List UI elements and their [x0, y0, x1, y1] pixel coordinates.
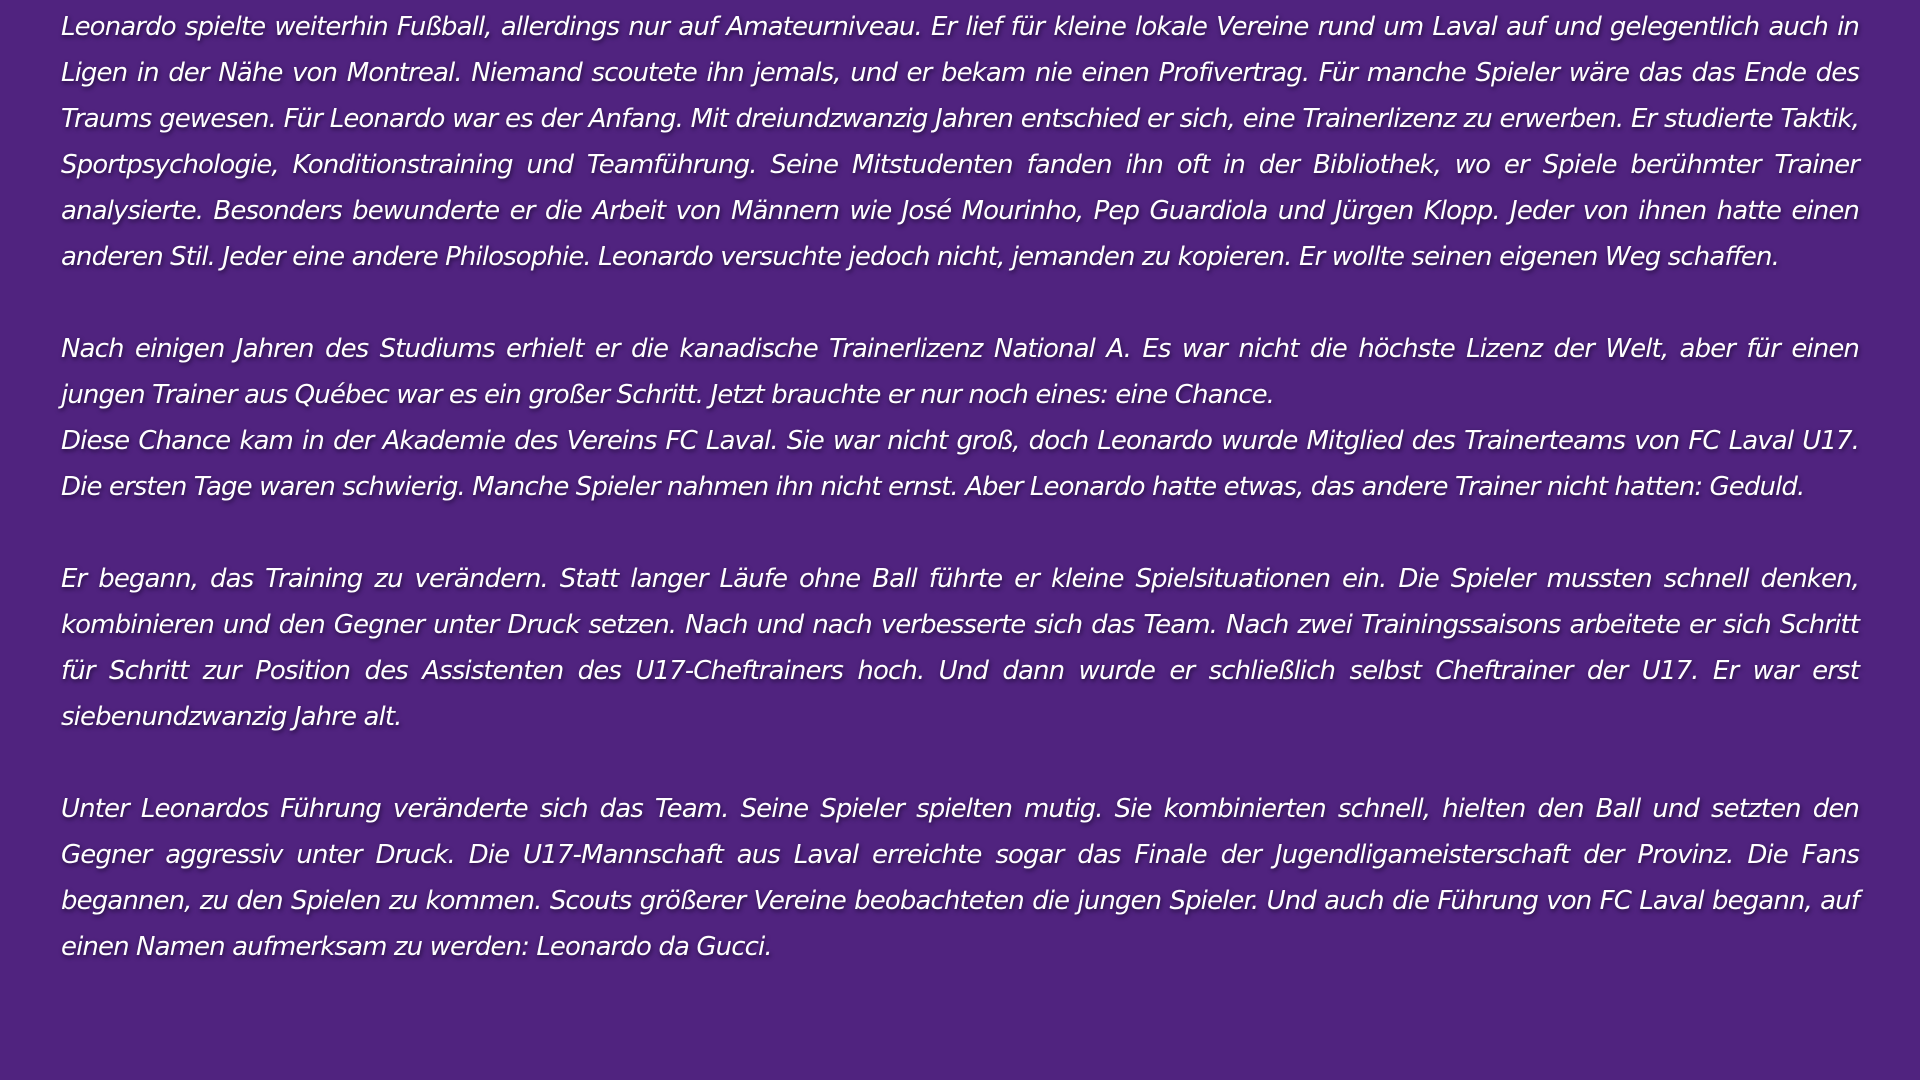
paragraph-4: Er begann, das Training zu verändern. Statt langer Läufe ohne Ball führte er kleine Spielsituationen ein. Die Spieler mussten schnell denken, kombinieren und den Gegner unter Druck setzen. Nach und nach verbesserte sich das Team. Nach zwei Trainingssaisons arbeitete er sich Schritt für Schritt zur Position des Assistenten des U17-Cheftrainers hoch. Und dann wurde er schließlich selbst Cheftrainer der U17. Er war erst siebenundzwanzig Jahre alt. — [61, 564, 1859, 732]
paragraph-1: Leonardo spielte weiterhin Fußball, allerdings nur auf Amateurniveau. Er lief für kleine lokale Vereine rund um Laval auf und gelegentlich auch in Ligen in der Nähe von Montreal. Niemand scoutete ihn jemals, und er bekam nie einen Profivertrag. Für manche Spieler wäre das das Ende des Traums gewesen. Für Leonardo war es der Anfang. Mit dreiundzwanzig Jahren entschied er sich, eine Trainerlizenz zu erwerben. Er studierte Taktik, Sportpsychologie, Konditionstraining und Teamführung. Seine Mitstudenten fanden ihn oft in der Bibliothek, wo er Spiele berühmter Trainer analysierte. Besonders bewunderte er die Arbeit von Männern wie José Mourinho, Pep Guardiola und Jürgen Klopp. Jeder von ihnen hatte einen anderen Stil. Jeder eine andere Philosophie. Leonardo versuchte jedoch nicht, jemanden zu kopieren. Er wollte seinen eigenen Weg schaffen. — [61, 12, 1859, 272]
document-body — [61, 0, 1859, 1080]
paragraph-3: Diese Chance kam in der Akademie des Vereins FC Laval. Sie war nicht groß, doch Leonardo wurde Mitglied des Trainerteams von FC Laval U17. Die ersten Tage waren schwierig. Manche Spieler nahmen ihn nicht ernst. Aber Leonardo hatte etwas, das andere Trainer nicht hatten: Geduld. — [61, 426, 1859, 502]
paragraph-2: Nach einigen Jahren des Studiums erhielt er die kanadische Trainerlizenz National A. Es war nicht die höchste Lizenz der Welt, aber für einen jungen Trainer aus Québec war es ein großer Schritt. Jetzt brauchte er nur noch eines: eine Chance. — [61, 334, 1859, 410]
paragraph-5: Unter Leonardos Führung veränderte sich das Team. Seine Spieler spielten mutig. Sie kombinierten schnell, hielten den Ball und setzten den Gegner aggressiv unter Druck. Die U17-Mannschaft aus Laval erreichte sogar das Finale der Jugendligameisterschaft der Provinz. Die Fans begannen, zu den Spielen zu kommen. Scouts größerer Vereine beobachteten die jungen Spieler. Und auch die Führung von FC Laval begann, auf einen Namen aufmerksam zu werden: Leonardo da Gucci. — [61, 794, 1859, 962]
